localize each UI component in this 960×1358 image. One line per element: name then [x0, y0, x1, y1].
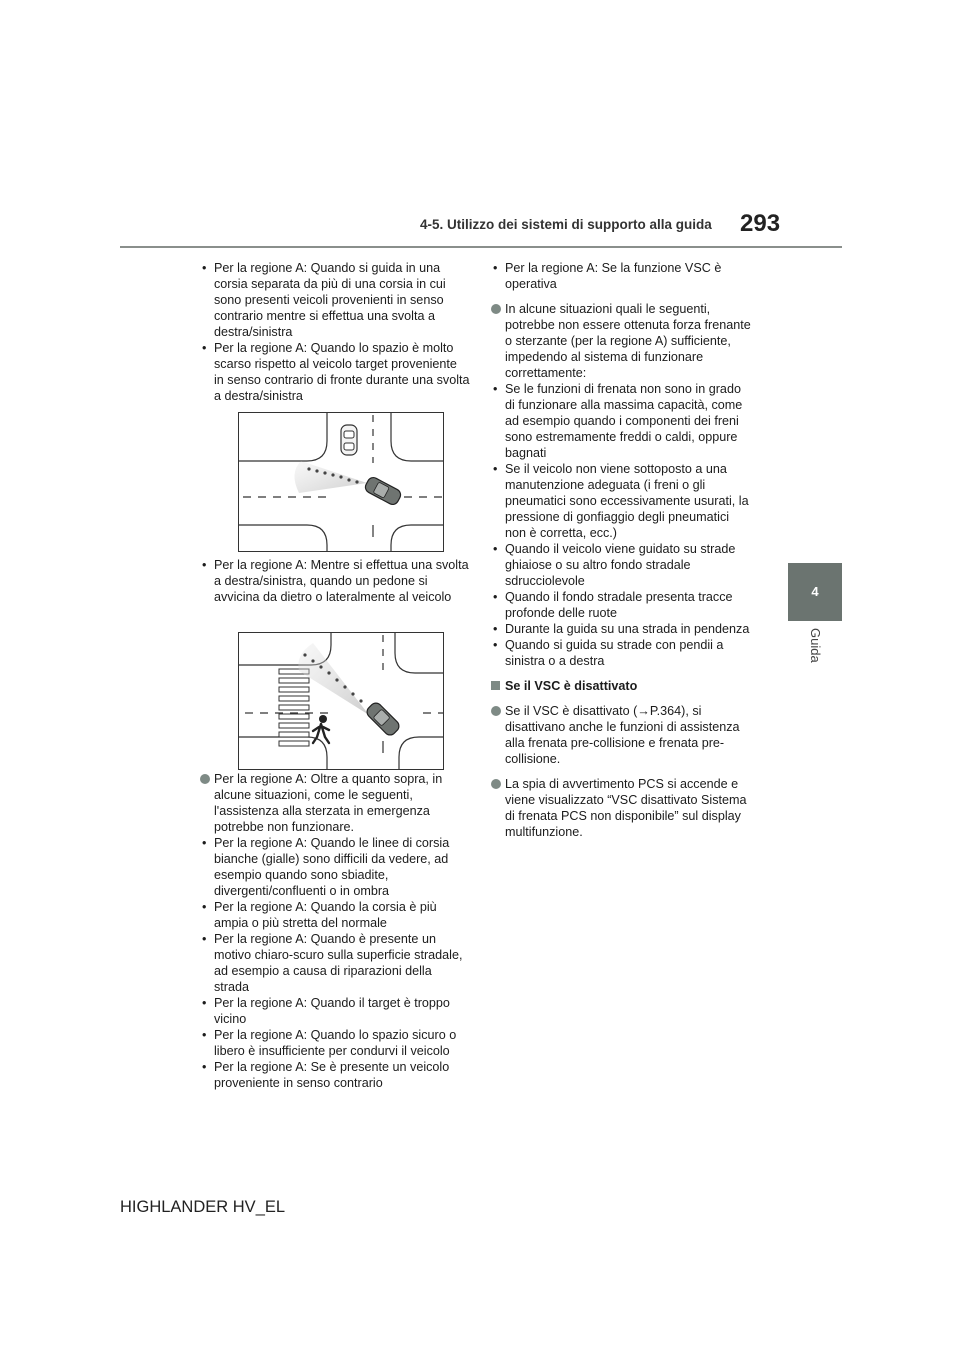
chapter-tab[interactable]: 4 [788, 563, 842, 621]
list-item: • Quando il veicolo viene guidato su strade ghiaiose o su altro fondo stradale sdrucciolevole [491, 541, 753, 589]
own-car-icon [365, 701, 402, 738]
list-item: • Per la regione A: Quando lo spazio sicuro o libero è insufficiente per condurvi il veicolo [200, 1027, 470, 1059]
note-item: Per la regione A: Oltre a quanto sopra, in alcune situazioni, come le seguenti, l'assistenza alla sterzata in emergenza potrebbe non funzionare. [200, 771, 470, 835]
list-item: • Per la regione A: Quando la corsia è più ampia o più stretta del normale [200, 899, 470, 931]
list-item: • Quando il fondo stradale presenta tracce profonde delle ruote [491, 589, 753, 621]
note-item: La spia di avvertimento PCS si accende e viene visualizzato “VSC disattivato Sistema di frenata PCS non disponibile” sul display multifunzione. [491, 776, 753, 840]
list-item: • Per la regione A: Se la funzione VSC è operativa [491, 260, 753, 292]
footer-model: HIGHLANDER HV_EL [120, 1198, 286, 1216]
list-item: • Per la regione A: Quando il target è troppo vicino [200, 995, 470, 1027]
left-column-top [200, 260, 470, 404]
figure-pedestrian [238, 632, 444, 770]
left-column-bottom [200, 771, 470, 1091]
list-item: • Per la regione A: Quando è presente un motivo chiaro-scuro sulla superficie stradale, ad esempio a causa di riparazioni della strada [200, 931, 470, 995]
pedestrian-illustration [239, 633, 443, 769]
oncoming-car-icon [341, 425, 357, 455]
figure-oncoming-vehicle [238, 412, 444, 552]
left-column-mid [200, 557, 470, 605]
chapter-tab-label: Guida [808, 628, 823, 663]
note-item: In alcune situazioni quali le seguenti, potrebbe non essere ottenuta forza frenante o sterzante (per la regione A) sufficiente, impedendo al sistema di funzionare correttamente: [491, 301, 753, 381]
header-divider [120, 246, 842, 248]
note-item: Se il VSC è disattivato (→P.364), si disattivano anche le funzioni di assistenza alla frenata pre-collisione e frenata pre-collisione. [491, 703, 753, 767]
bullet-circle-icon [491, 706, 501, 716]
list-item: • Se il veicolo non viene sottoposto a una manutenzione adeguata (i freni o gli pneumatici sono eccessivamente usurati, la pressione di gonfiaggio degli pneumatici non è corretta, ecc.) [491, 461, 753, 541]
bullet-circle-icon [491, 779, 501, 789]
subheading: Se il VSC è disattivato [491, 678, 753, 694]
page-number: 293 [740, 210, 781, 237]
list-item: • Quando si guida su strade con pendii a sinistra o a destra [491, 637, 753, 669]
list-item: • Durante la guida su una strada in pendenza [491, 621, 753, 637]
bullet-circle-icon [200, 774, 210, 784]
right-column [491, 260, 753, 840]
list-item: • Per la regione A: Mentre si effettua una svolta a destra/sinistra, quando un pedone si avvicina da dietro o lateralmente al veicolo [200, 557, 470, 605]
list-item: • Per la regione A: Quando si guida in una corsia separata da più di una corsia in cui sono presenti veicoli provenienti in senso contrario mentre si effettua una svolta a destra/sinistra [200, 260, 470, 340]
own-car-icon [363, 475, 402, 506]
oncoming-vehicle-illustration [239, 413, 443, 551]
square-bullet-icon [491, 681, 500, 690]
list-item: • Se le funzioni di frenata non sono in grado di funzionare alla massima capacità, come ad esempio quando i componenti dei freni sono estremamente freddi o caldi, oppure bagnati [491, 381, 753, 461]
pedestrian-icon [313, 715, 329, 743]
section-title: 4-5. Utilizzo dei sistemi di supporto alla guida [420, 217, 712, 232]
list-item: • Per la regione A: Quando lo spazio è molto scarso rispetto al veicolo target proveniente in senso contrario di fronte durante una svolta a destra/sinistra [200, 340, 470, 404]
list-item: • Per la regione A: Quando le linee di corsia bianche (gialle) sono difficili da vedere, ad esempio quando sono sbiadite, divergenti/confluenti o in ombra [200, 835, 470, 899]
list-item: • Per la regione A: Se è presente un veicolo proveniente in senso contrario [200, 1059, 470, 1091]
bullet-circle-icon [491, 304, 501, 314]
